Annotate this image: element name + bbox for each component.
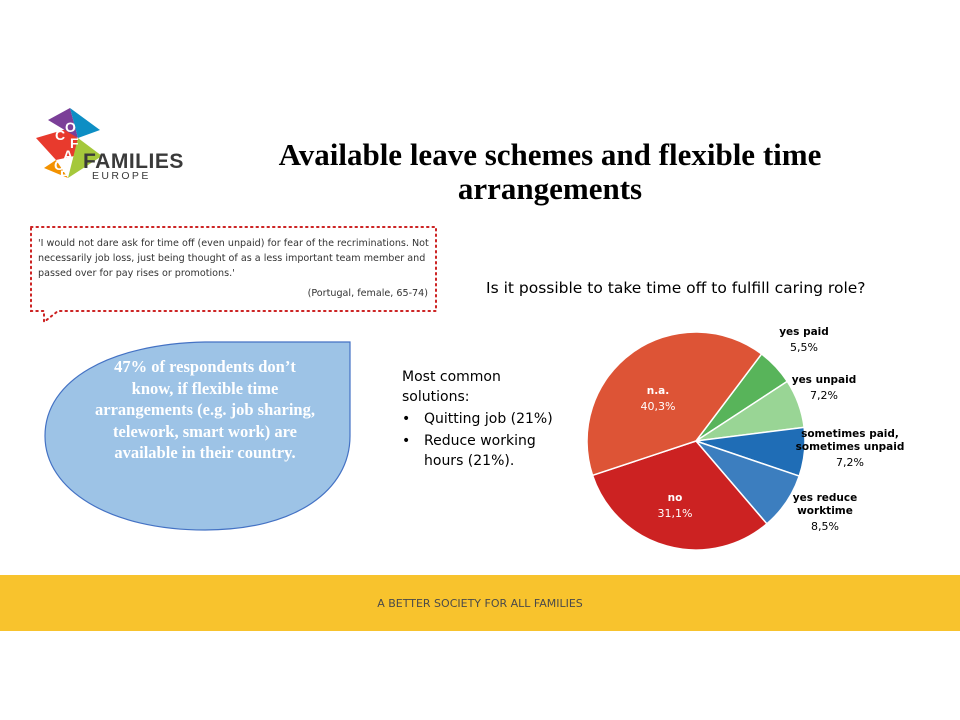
solutions-heading: Most common solutions: bbox=[402, 369, 501, 405]
slice-value-label: 8,5% bbox=[811, 520, 839, 533]
slice-value-label: 7,2% bbox=[836, 456, 864, 469]
callout-text: 47% of respondents don’t know, if flexible time arrangements (e.g. job sharing, telework, smart work) are available in their country. bbox=[95, 357, 315, 463]
logo-letter: O bbox=[65, 119, 76, 135]
slice-label: yes reduce bbox=[792, 492, 858, 504]
logo-text-europe: EUROPE bbox=[92, 170, 151, 182]
footer-text: A BETTER SOCIETY FOR ALL FAMILIES bbox=[377, 597, 583, 610]
solutions-list bbox=[402, 409, 577, 473]
coface-logo bbox=[30, 108, 184, 188]
slice-label: no bbox=[667, 492, 683, 504]
chart-title: Is it possible to take time off to fulfill caring role? bbox=[486, 279, 866, 297]
slice-label: sometimes paid, bbox=[801, 428, 899, 440]
solution-item: • Quitting job (21%) bbox=[402, 409, 577, 429]
slice-value-label: 31,1% bbox=[657, 507, 693, 520]
slice-label: yes unpaid bbox=[791, 374, 857, 386]
slice-label: worktime bbox=[797, 505, 853, 517]
pie-chart bbox=[560, 315, 960, 570]
solution-item: • Reduce working hours (21%). bbox=[402, 431, 577, 471]
quote-source: (Portugal, female, 65-74) bbox=[307, 288, 428, 299]
slice-value-label: 5,5% bbox=[790, 341, 818, 354]
slide-title: Available leave schemes and flexible time arrangements bbox=[278, 137, 822, 206]
logo-letter: C bbox=[55, 127, 66, 143]
logo-text-families: FAMILIES bbox=[83, 150, 184, 173]
slice-value-label: 40,3% bbox=[640, 400, 676, 413]
logo-letter: C bbox=[54, 157, 65, 173]
slice-value-label: 7,2% bbox=[810, 389, 838, 402]
slice-label: sometimes unpaid bbox=[795, 441, 905, 453]
slice-label: n.a. bbox=[646, 385, 670, 397]
logo-letter: E bbox=[60, 167, 70, 183]
slice-label: yes paid bbox=[779, 326, 829, 338]
logo-letter: F bbox=[70, 135, 79, 151]
quote-text: 'I would not dare ask for time off (even unpaid) for fear of the recriminations. Not necessarily job loss, just being thought of as a less important team member and passed over for pay rises or promotions.' bbox=[38, 238, 429, 279]
logo-letter: A bbox=[63, 147, 74, 163]
